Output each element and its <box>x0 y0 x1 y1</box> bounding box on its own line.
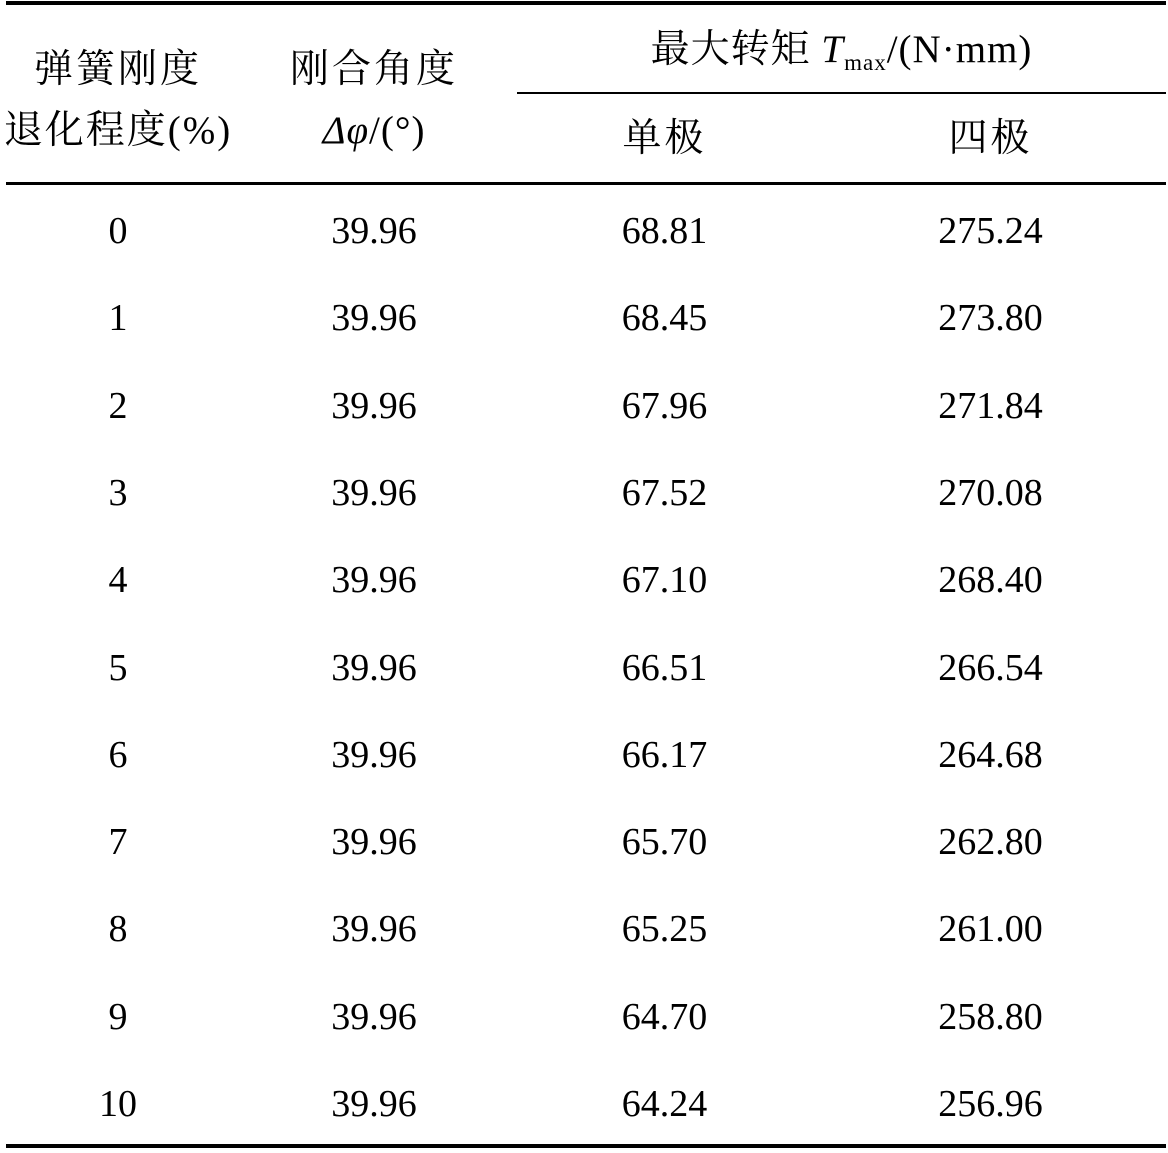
cell-angle: 39.96 <box>331 734 417 776</box>
cell-degradation: 2 <box>108 385 128 427</box>
cell-single-pole: 64.70 <box>621 996 708 1038</box>
cell-four-pole: 261.00 <box>938 908 1043 950</box>
cell-angle: 39.96 <box>331 908 417 950</box>
cell-single-pole: 67.52 <box>621 472 708 514</box>
cell-angle: 39.96 <box>331 647 417 689</box>
header-max-torque-symbol: T <box>821 28 845 71</box>
table-top-rule <box>6 1 1166 5</box>
cell-four-pole: 275.24 <box>938 210 1043 252</box>
cell-four-pole: 266.54 <box>938 647 1043 689</box>
header-degradation-line1: 弹簧刚度 <box>33 48 202 91</box>
cell-single-pole: 68.45 <box>621 297 708 339</box>
cell-degradation: 8 <box>108 908 128 950</box>
cell-single-pole: 64.24 <box>621 1083 708 1125</box>
cell-degradation: 6 <box>108 734 128 776</box>
cell-four-pole: 271.84 <box>938 385 1043 427</box>
table-group-underline <box>517 92 1166 94</box>
header-single-pole: 单极 <box>622 117 707 160</box>
cell-four-pole: 258.80 <box>938 996 1043 1038</box>
cell-angle: 39.96 <box>331 821 417 863</box>
header-degradation-line2: 退化程度(%) <box>3 109 233 152</box>
header-angle-line2 <box>258 111 490 150</box>
cell-angle: 39.96 <box>331 210 417 252</box>
cell-degradation: 3 <box>108 472 128 514</box>
cell-angle: 39.96 <box>331 559 417 601</box>
cell-angle: 39.96 <box>331 297 417 339</box>
cell-four-pole: 268.40 <box>938 559 1043 601</box>
cell-four-pole: 264.68 <box>938 734 1043 776</box>
header-max-torque <box>517 28 1166 75</box>
cell-single-pole: 65.25 <box>621 908 708 950</box>
header-angle-symbol: Δφ <box>322 109 370 152</box>
header-max-torque-prefix: 最大转矩 <box>650 28 822 71</box>
cell-single-pole: 67.10 <box>621 559 708 601</box>
header-four-pole: 四极 <box>948 117 1033 160</box>
cell-degradation: 0 <box>108 210 128 252</box>
cell-degradation: 9 <box>108 996 128 1038</box>
header-angle-line1: 刚合角度 <box>289 48 458 91</box>
header-angle-unit: /(°) <box>369 109 426 152</box>
cell-angle: 39.96 <box>331 996 417 1038</box>
cell-single-pole: 68.81 <box>621 210 708 252</box>
header-max-torque-unit: /(N·mm) <box>886 28 1033 71</box>
table-header-rule <box>6 182 1166 185</box>
cell-single-pole: 65.70 <box>621 821 708 863</box>
cell-degradation: 5 <box>108 647 128 689</box>
cell-angle: 39.96 <box>331 385 417 427</box>
cell-four-pole: 262.80 <box>938 821 1043 863</box>
cell-angle: 39.96 <box>331 1083 417 1125</box>
cell-degradation: 4 <box>108 559 128 601</box>
cell-angle: 39.96 <box>331 472 417 514</box>
table-bottom-rule <box>6 1144 1166 1148</box>
cell-single-pole: 67.96 <box>621 385 708 427</box>
cell-single-pole: 66.17 <box>621 734 708 776</box>
header-max-torque-subscript: max <box>844 50 887 75</box>
cell-degradation: 1 <box>108 297 128 339</box>
cell-single-pole: 66.51 <box>621 647 708 689</box>
cell-four-pole: 256.96 <box>938 1083 1043 1125</box>
cell-four-pole: 270.08 <box>938 472 1043 514</box>
cell-degradation: 10 <box>99 1083 137 1125</box>
cell-four-pole: 273.80 <box>938 297 1043 339</box>
cell-degradation: 7 <box>108 821 128 863</box>
